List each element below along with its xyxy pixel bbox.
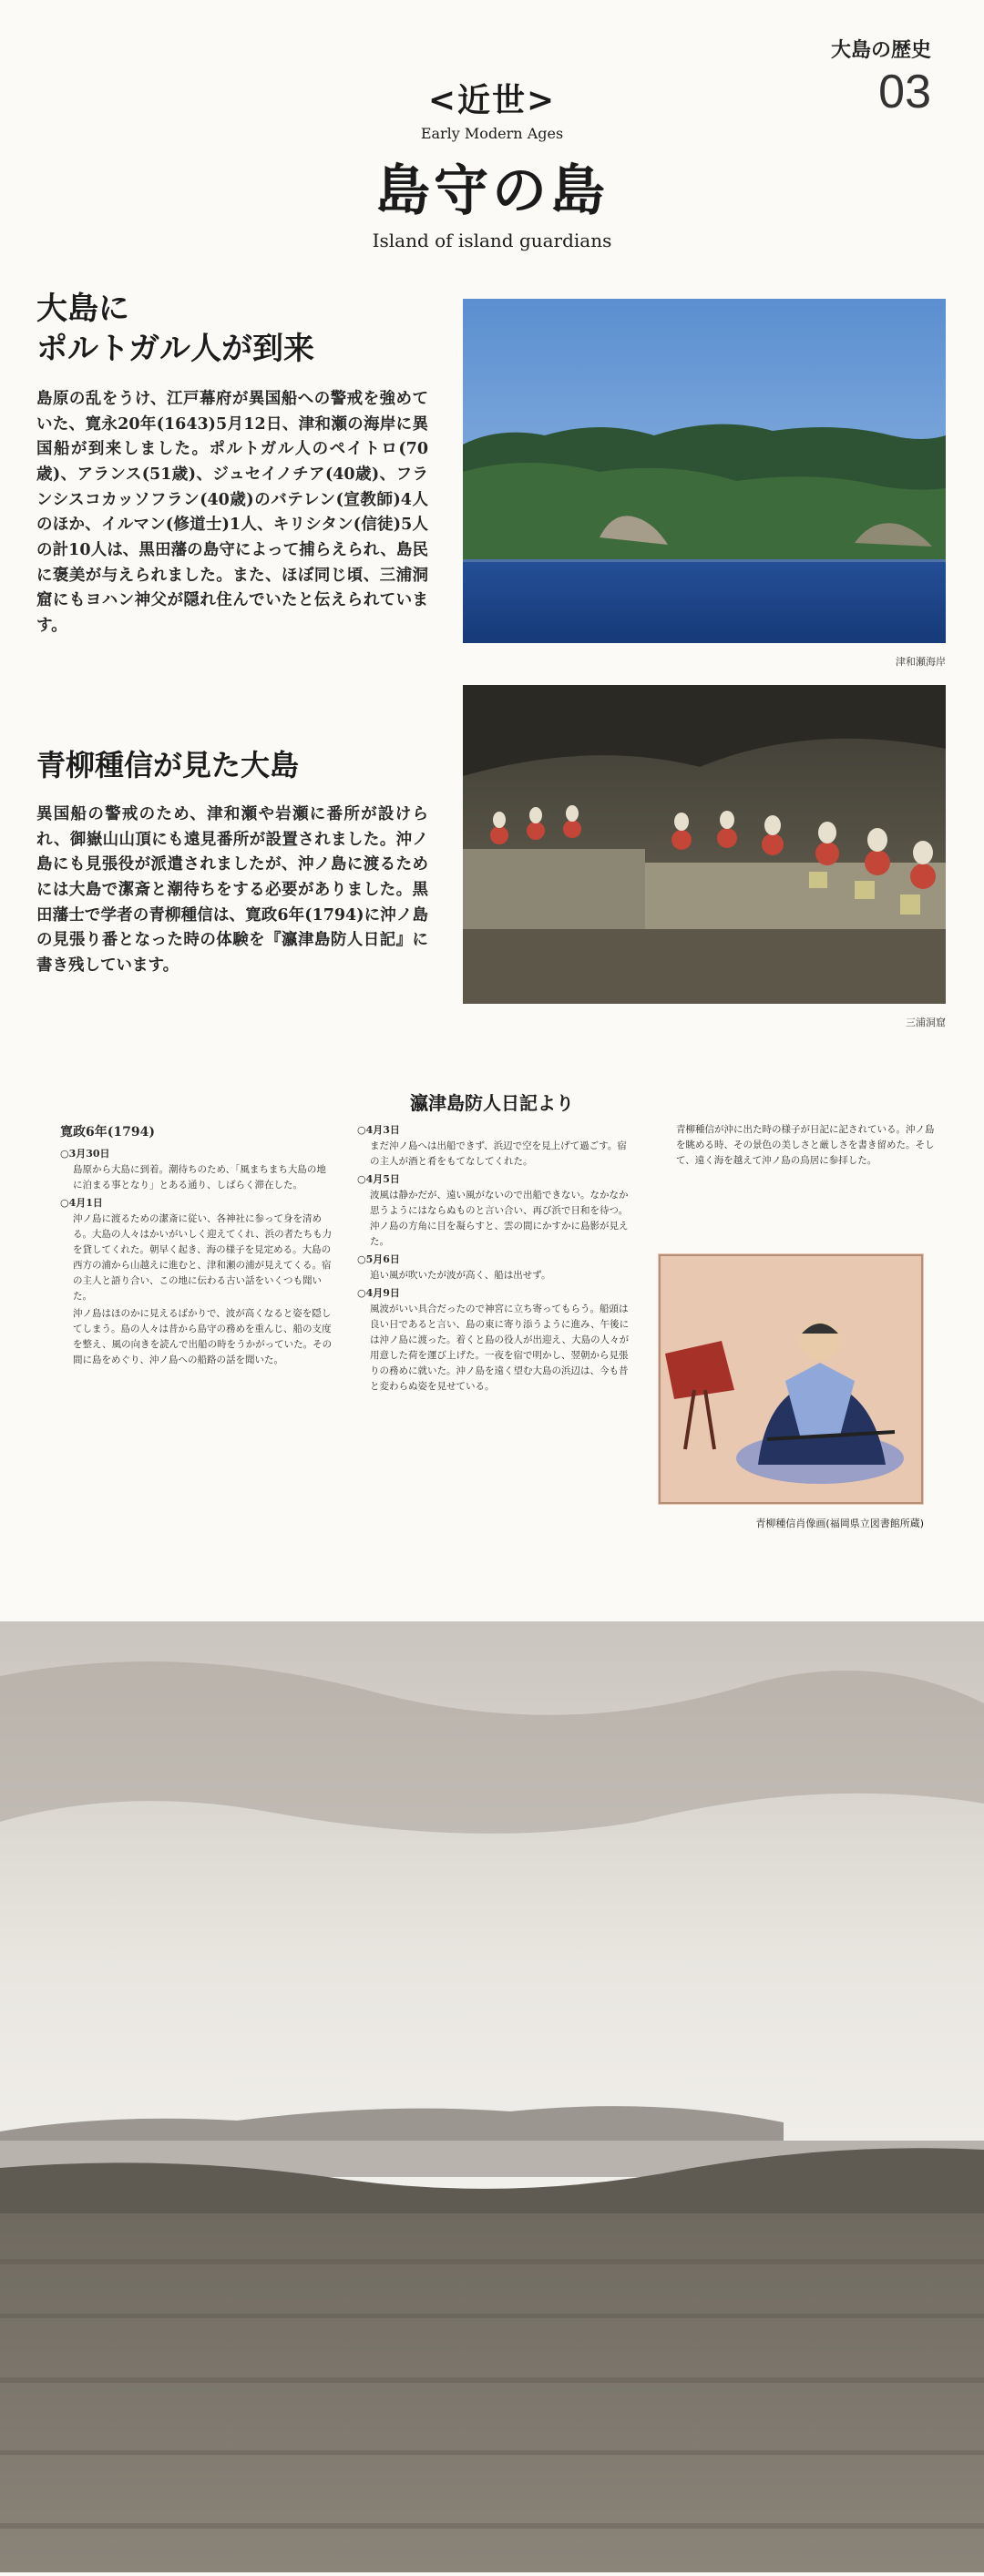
coast-photo xyxy=(463,299,946,643)
diary-entry-text: 青柳種信が沖に出た時の様子が日記に記されている。沖ノ島を眺める時、その景色の美しさと厳しさを書き留めた。そして、遠く海を越えて沖ノ島の鳥居に参拝した。 xyxy=(676,1124,935,1166)
page-title: 島守の島 xyxy=(375,159,609,223)
diary-column-2 xyxy=(357,1122,630,1396)
photo-tsuwase-coast xyxy=(463,299,946,669)
section-body: 島原の乱をうけ、江戸幕府が異国船への警戒を強めていた、寛永20年(1643)5月12日、津和瀬の海岸に異国船が到来しました。ポルトガル人のペイトロ(70歳)、アランス(51歳)、ジュセイノチア(40歳)、フランシスコカッソフラン(40歳)のバテレン(宣教師)4人のほか、イルマン(修道士)1人、キリシタン(信徒)5人の計10人は、黒田藩の島守によって捕らえられ、島民に褒美が与えられました。また、ほぼ同じ頃、三浦洞窟にもヨハン神父が隠れ住んでいたと伝えられています。 xyxy=(36,390,428,635)
diary-entry-date: ○4月1日 xyxy=(60,1196,103,1209)
portrait-image xyxy=(658,1253,924,1505)
portrait-aoyagi xyxy=(658,1253,924,1530)
series-title: 大島の歴史 xyxy=(830,39,931,62)
diary-entry-date: ○3月30日 xyxy=(60,1147,110,1160)
diary-entry-text: 島原から大島に到着。潮待ちのため、「風まちまち大島の地に泊まる事となり」とある通り、しばらく滞在した。 xyxy=(73,1163,326,1191)
photo-miura-cave xyxy=(463,685,946,1029)
landscape-photo xyxy=(0,1621,984,2572)
diary-entry-text: 風波がいい具合だったので神宮に立ち寄ってもらう。船頭は良い日であると言い、島の東に寄り添うように進み、午後には沖ノ島に渡った。着くと島の役人が出迎え、大島の人々が用意した荷を運び上げた。一夜を宿で明かし、翌朝から見張りの務めに就いた。沖ノ島を遠く望む大島の浜辺は、今も昔と変わらぬ姿を見せている。 xyxy=(370,1303,630,1392)
hero-title-block xyxy=(0,75,984,251)
diary-entry-date: ○4月9日 xyxy=(357,1287,400,1299)
diary-entry xyxy=(357,1122,630,1170)
section-heading: 青柳種信が見た大島 xyxy=(36,748,300,782)
diary-column-3 xyxy=(663,1122,937,1170)
diary-entry xyxy=(60,1146,333,1193)
diary-entry-date: ○5月6日 xyxy=(357,1253,400,1265)
diary-entry xyxy=(357,1285,630,1395)
diary-entry xyxy=(60,1195,333,1304)
cave-photo xyxy=(463,685,946,1004)
diary-era: 寛政6年(1794) xyxy=(60,1125,155,1140)
diary-entry-text: 波風は静かだが、遠い風がないので出船できない。なかなか思うようにはならぬものと言い合い、再び浜で日和を待つ。沖ノ島の方角に目を凝らすと、雲の間にかすかに島影が見えた。 xyxy=(370,1190,629,1247)
diary-entry-text: まだ沖ノ島へは出船できず、浜辺で空を見上げて過ごす。宿の主人が酒と肴をもてなしてくれた。 xyxy=(370,1140,627,1167)
diary-heading: 瀛津島防人日記より xyxy=(410,1092,574,1114)
photo-caption: 三浦洞窟 xyxy=(906,1017,946,1028)
diary-entry xyxy=(357,1252,630,1283)
section-body: 異国船の警戒のため、津和瀬や岩瀬に番所が設けられ、御嶽山山頂にも遠見番所が設置されました。沖ノ島にも見張役が派遣されましたが、沖ノ島に渡るためには大島で潔斎と潮待ちをする必要がありました。黒田藩士で学者の青柳種信は、寛政6年(1794)に沖ノ島の見張り番となった時の体験を『瀛津島防人日記』に書き残しています。 xyxy=(36,804,428,975)
diary-entry xyxy=(60,1306,333,1368)
section-portuguese-arrival xyxy=(36,290,428,639)
diary-entry-date: ○4月5日 xyxy=(357,1173,400,1185)
period-label-en: Early Modern Ages xyxy=(420,125,564,142)
heading-line-1: 大島に xyxy=(36,291,129,327)
diary-column-1 xyxy=(60,1122,333,1370)
diary-entry xyxy=(663,1122,937,1169)
diary-entry xyxy=(357,1171,630,1250)
page-title-en: Island of island guardians xyxy=(372,230,612,251)
series-number: 03 xyxy=(878,66,931,118)
portrait-caption: 青柳種信肖像画(福岡県立図書館所蔵) xyxy=(755,1518,924,1529)
period-label: <近世> xyxy=(427,81,557,119)
diary-entry-date: ○4月3日 xyxy=(357,1124,400,1136)
photo-caption: 津和瀬海岸 xyxy=(896,656,946,668)
diary-entry-text: 沖ノ島に渡るための潔斎に従い、各神社に参って身を清める。大島の人々はかいがいしく迎えてくれ、浜の者たちも力を貸してくれた。朝早く起き、海の様子を見定める。大島の西方の浦から山越えに進むと、津和瀬の浦が見えてくる。宿の主人と語り合い、この地に伝わる古い話をいくつも聞いた。 xyxy=(73,1212,333,1302)
heading-line-2: ポルトガル人が到来 xyxy=(36,330,314,367)
diary-entry-text: 追い風が吹いたが波が高く、船は出せず。 xyxy=(370,1270,551,1281)
section-heading xyxy=(36,290,428,369)
section-aoyagi-taneno xyxy=(36,747,428,978)
diary-entry-text: 沖ノ島はほのかに見えるばかりで、波が高くなると姿を隠してしまう。島の人々は昔から島守の務めを重んじ、船の支度を整え、風の向きを読んで出船の時をうかがっていた。その間に島をめぐり、沖ノ島への船路の話を聞いた。 xyxy=(73,1307,333,1365)
